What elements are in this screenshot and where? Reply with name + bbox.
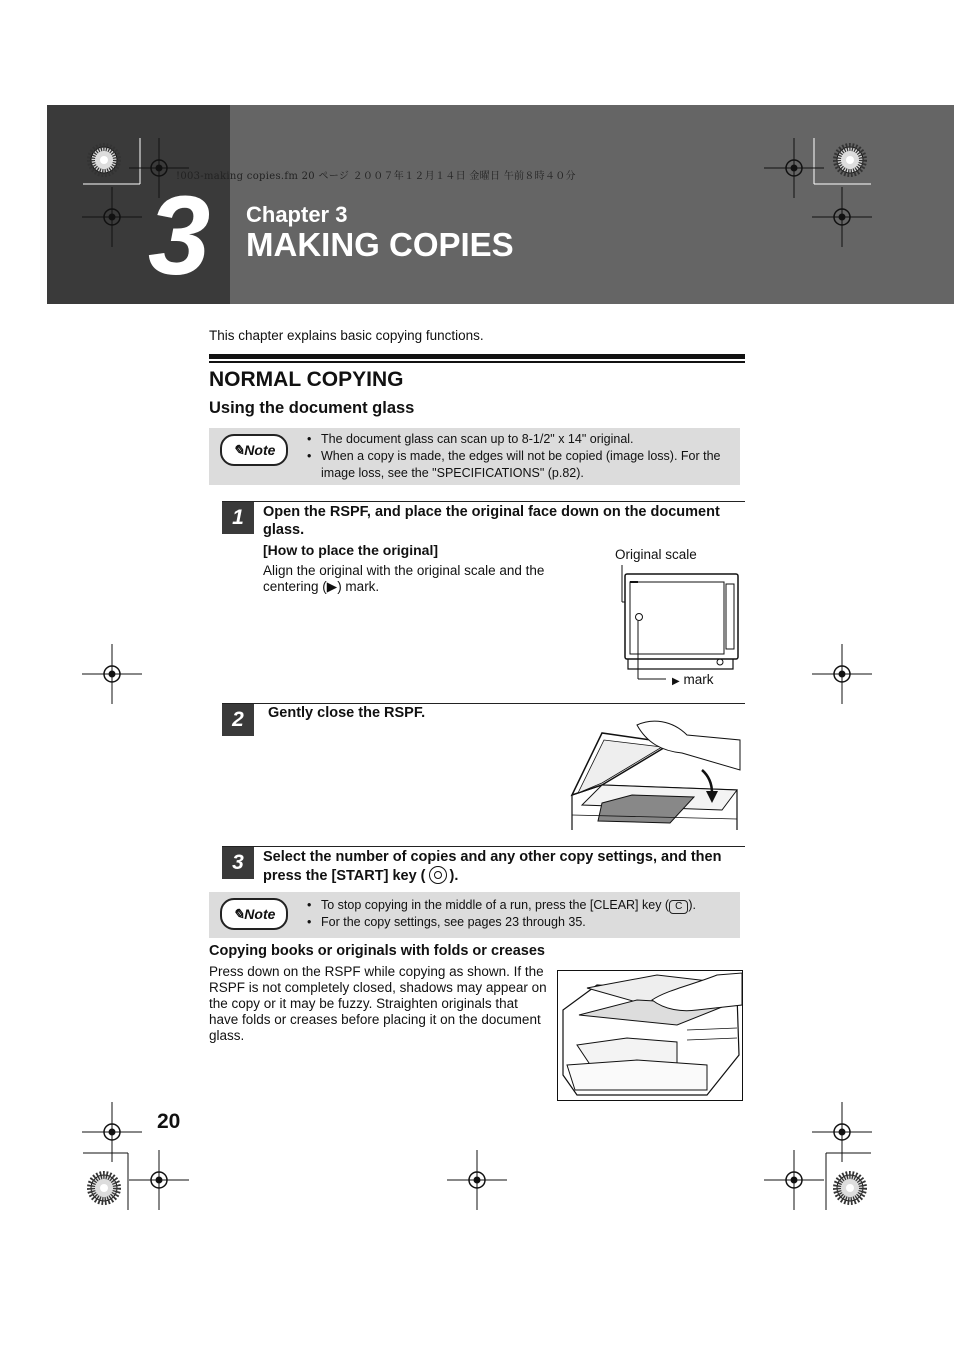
- step-3-text: Select the number of copies and any other copy settings, and then press the [START] key ( ).: [263, 849, 722, 884]
- step-1-instruction: Align the original with the original scale and the centering (▶) mark.: [263, 563, 545, 594]
- note-item: • To stop copying in the middle of a run, press the [CLEAR] key ( C ).: [307, 897, 737, 914]
- close-rspf-illustration: [562, 715, 744, 833]
- chapter-intro: This chapter explains basic copying functions.: [209, 328, 484, 343]
- note-box: [209, 428, 740, 485]
- pencil-icon: ✎: [232, 906, 245, 922]
- books-title: Copying books or originals with folds or creases: [209, 943, 545, 959]
- note-list: [307, 431, 735, 482]
- start-key-icon: [429, 866, 447, 884]
- step-1-text: Open the RSPF, and place the original face down on the document glass.: [263, 504, 720, 538]
- note-item: • When a copy is made, the edges will not be copied (image loss). For the image loss, see the "SPECIFICATIONS" (p.82).: [307, 448, 735, 482]
- step-1-subheading: [How to place the original]: [263, 542, 439, 558]
- books-text: Press down on the RSPF while copying as shown. If the RSPF is not completely closed, shadows may appear on the copy or it may be fuzzy. Straighten originals that have folds or creases before placing it on the document glass.: [209, 964, 547, 1043]
- note-box: [209, 892, 740, 938]
- note-badge: ✎Note: [220, 434, 288, 466]
- centering-mark-icon: ▶: [326, 579, 338, 594]
- section-rule-thin: [209, 361, 745, 363]
- step-number: 1: [222, 502, 254, 534]
- file-stamp: !003-making copies.fm 20 ページ ２００７年１２月１４日 金曜日 午前８時４０分: [176, 171, 576, 182]
- note-badge: ✎Note: [220, 898, 288, 930]
- pencil-icon: ✎: [232, 442, 245, 458]
- chapter-label: Chapter 3: [246, 202, 348, 227]
- subsection-title: Using the document glass: [209, 399, 415, 417]
- pressing-rspf-illustration: [557, 970, 744, 1102]
- note-item: • The document glass can scan up to 8-1/2" x 14" original.: [307, 431, 735, 448]
- note-item: • For the copy settings, see pages 23 through 35.: [307, 914, 737, 931]
- note-list: [307, 897, 737, 931]
- figure-label-original-scale: Original scale: [615, 547, 697, 562]
- section-title: NORMAL COPYING: [209, 368, 404, 391]
- clear-key-icon: C: [669, 900, 688, 914]
- chapter-title: MAKING COPIES: [246, 226, 514, 263]
- section-rule: [209, 354, 745, 359]
- step-number: 3: [222, 847, 254, 879]
- step-2-text: Gently close the RSPF.: [268, 705, 426, 721]
- figure-label-mark: ▶ mark: [672, 672, 714, 687]
- step-rule: [222, 846, 745, 847]
- page-number: 20: [157, 1110, 181, 1133]
- step-rule: [222, 501, 745, 502]
- chapter-number: 3: [148, 173, 207, 298]
- step-number: 2: [222, 704, 254, 736]
- crosshair-mark: [129, 138, 189, 198]
- centering-mark-icon: ▶: [672, 676, 680, 687]
